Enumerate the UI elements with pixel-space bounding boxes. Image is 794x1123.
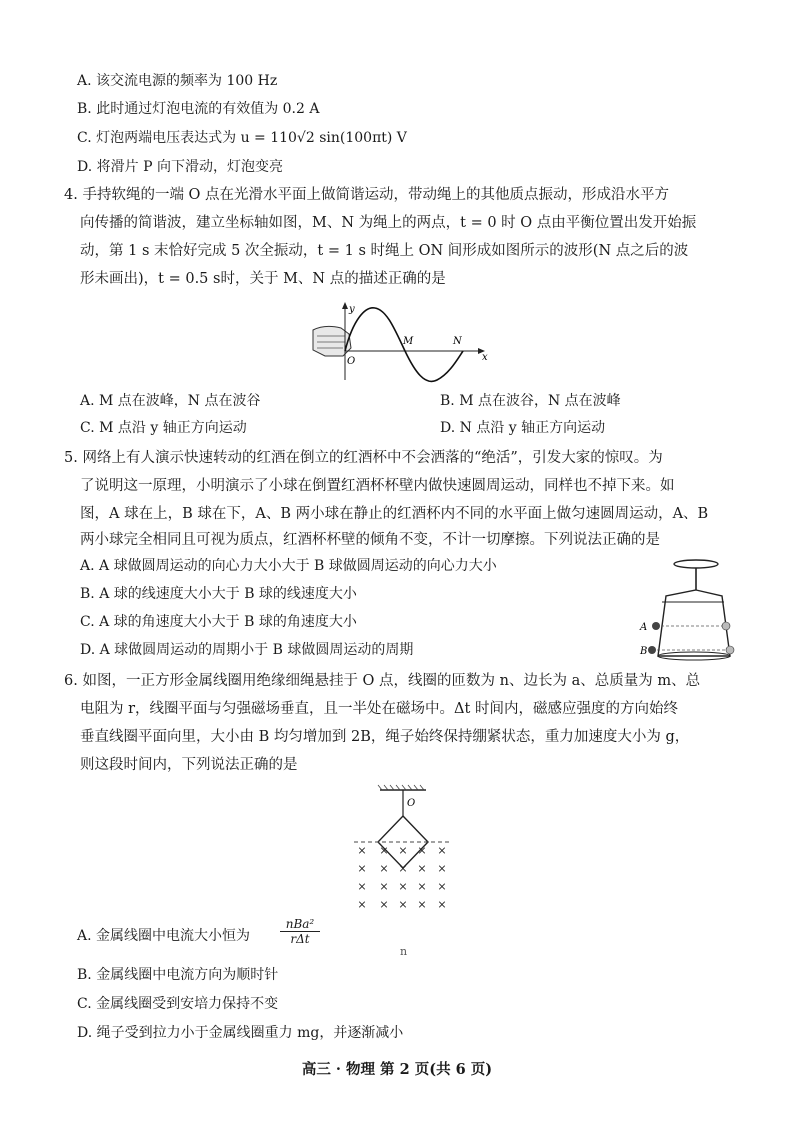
q5-option-b: B. A 球的线速度大小大于 B 球的线速度大小 — [80, 586, 357, 602]
q5-stem-line-4: 两小球完全相同且可视为质点，红酒杯杯壁的倾角不变，不计一切摩擦。下列说法正确的是 — [80, 532, 660, 548]
q4-stem-line-4: 形未画出)，t = 0.5 s时，关于 M、N 点的描述正确的是 — [80, 271, 446, 287]
q6-option-a-fraction — [280, 917, 320, 946]
svg-text:×: × — [357, 862, 367, 875]
q6-stem-line-3: 垂直线圈平面向里，大小由 B 均匀增加到 2B，绳子始终保持绷紧状态，重力加速度大小为 g， — [80, 729, 690, 745]
q5-option-a: A. A 球做圆周运动的向心力大小大于 B 球做圆周运动的向心力大小 — [80, 558, 497, 574]
q4-option-a: A. M 点在波峰，N 点在波谷 — [80, 393, 261, 409]
fraction-numerator: nBa² — [280, 917, 320, 932]
q3-option-c: C. 灯泡两端电压表达式为 u = 110√2 sin(100πt) V — [77, 130, 407, 146]
svg-text:×: × — [417, 898, 427, 911]
q6-stem-line-2: 电阻为 r，线圈平面与匀强磁场垂直，且一半处在磁场中。Δt 时间内，磁感应强度的方向始终 — [80, 701, 678, 717]
wave-figure — [305, 300, 505, 390]
q4-stem-line-2: 向传播的简谐波，建立坐标轴如图，M、N 为绳上的两点，t = 0 时 O 点由平衡位置出发开始振 — [80, 215, 697, 231]
q6-stem-line-4: 则这段时间内，下列说法正确的是 — [80, 757, 298, 773]
q5-stem-line-3: 图，A 球在上，B 球在下，A、B 两小球在静止的红酒杯内不同的水平面上做匀速圆周运动，A、B — [80, 506, 709, 522]
svg-text:×: × — [417, 880, 427, 893]
svg-text:×: × — [398, 880, 408, 893]
q6-option-d: D. 绳子受到拉力小于金属线圈重力 mg，并逐渐减小 — [77, 1025, 404, 1041]
q6-option-b: B. 金属线圈中电流方向为顺时针 — [77, 967, 279, 983]
q4-option-d: D. N 点沿 y 轴正方向运动 — [440, 420, 606, 436]
q6-option-c: C. 金属线圈受到安培力保持不变 — [77, 996, 279, 1012]
q6-option-a-prefix: A. 金属线圈中电流大小恒为 — [77, 928, 251, 944]
ball-b — [648, 646, 656, 654]
q4-stem-line-3: 动，第 1 s 末恰好完成 5 次全振动，t = 1 s 时绳上 ON 间形成如图所示的波形(N 点之后的波 — [80, 243, 689, 259]
svg-text:×: × — [357, 880, 367, 893]
svg-text:×: × — [437, 880, 447, 893]
svg-text:×: × — [437, 844, 447, 857]
page-footer: 高三 · 物理 第 2 页(共 6 页) — [301, 1061, 493, 1078]
wine-glass-figure — [640, 558, 750, 668]
svg-text:×: × — [437, 898, 447, 911]
q3-option-a: A. 该交流电源的频率为 100 Hz — [77, 73, 278, 89]
ball-a — [652, 622, 660, 630]
svg-text:×: × — [357, 898, 367, 911]
svg-text:×: × — [398, 898, 408, 911]
stray-mark: n — [400, 945, 408, 958]
q3-option-b: B. 此时通过灯泡电流的有效值为 0.2 A — [77, 101, 320, 117]
svg-text:×: × — [379, 862, 389, 875]
svg-text:×: × — [417, 862, 427, 875]
origin-label: O — [347, 356, 356, 367]
q5-option-d: D. A 球做圆周运动的周期小于 B 球做圆周运动的周期 — [80, 642, 414, 658]
magnetic-field-x-marks — [357, 844, 446, 911]
q5-option-c: C. A 球的角速度大小大于 B 球的角速度大小 — [80, 614, 357, 630]
point-n-label: N — [453, 336, 462, 347]
fraction-denominator: rΔt — [290, 932, 310, 946]
q5-stem-line-2: 了说明这一原理，小明演示了小球在倒置红酒杯杯壁内做快速圆周运动，同样也不掉下来。如 — [80, 478, 675, 494]
svg-text:×: × — [398, 844, 408, 857]
svg-text:×: × — [379, 898, 389, 911]
q5-stem-line-1: 5. 网络上有人演示快速转动的红酒在倒立的红酒杯中不会洒落的“绝活”，引发大家的惊叹。为 — [64, 450, 663, 466]
svg-text:×: × — [357, 844, 367, 857]
ball-a-label: A — [640, 622, 648, 633]
coil-figure — [348, 784, 458, 914]
q6-stem-line-1: 6. 如图，一正方形金属线圈用绝缘细绳悬挂于 O 点，线圈的匝数为 n、边长为 a、总质量为 m、总 — [64, 673, 701, 689]
svg-text:×: × — [379, 880, 389, 893]
svg-text:×: × — [379, 844, 389, 857]
x-axis-label: x — [482, 352, 488, 363]
q4-option-b: B. M 点在波谷，N 点在波峰 — [440, 393, 621, 409]
suspension-point-label: O — [407, 798, 416, 809]
ball-b-label: B — [640, 646, 648, 657]
point-m-label: M — [403, 336, 414, 347]
svg-text:×: × — [437, 862, 447, 875]
y-axis-label: y — [349, 304, 355, 315]
svg-text:×: × — [417, 844, 427, 857]
q4-option-c: C. M 点沿 y 轴正方向运动 — [80, 420, 247, 436]
q3-option-d: D. 将滑片 P 向下滑动，灯泡变亮 — [77, 159, 283, 175]
svg-text:×: × — [398, 862, 408, 875]
q4-stem-line-1: 4. 手持软绳的一端 O 点在光滑水平面上做简谐运动，带动绳上的其他质点振动，形成沿水平方 — [64, 187, 670, 203]
